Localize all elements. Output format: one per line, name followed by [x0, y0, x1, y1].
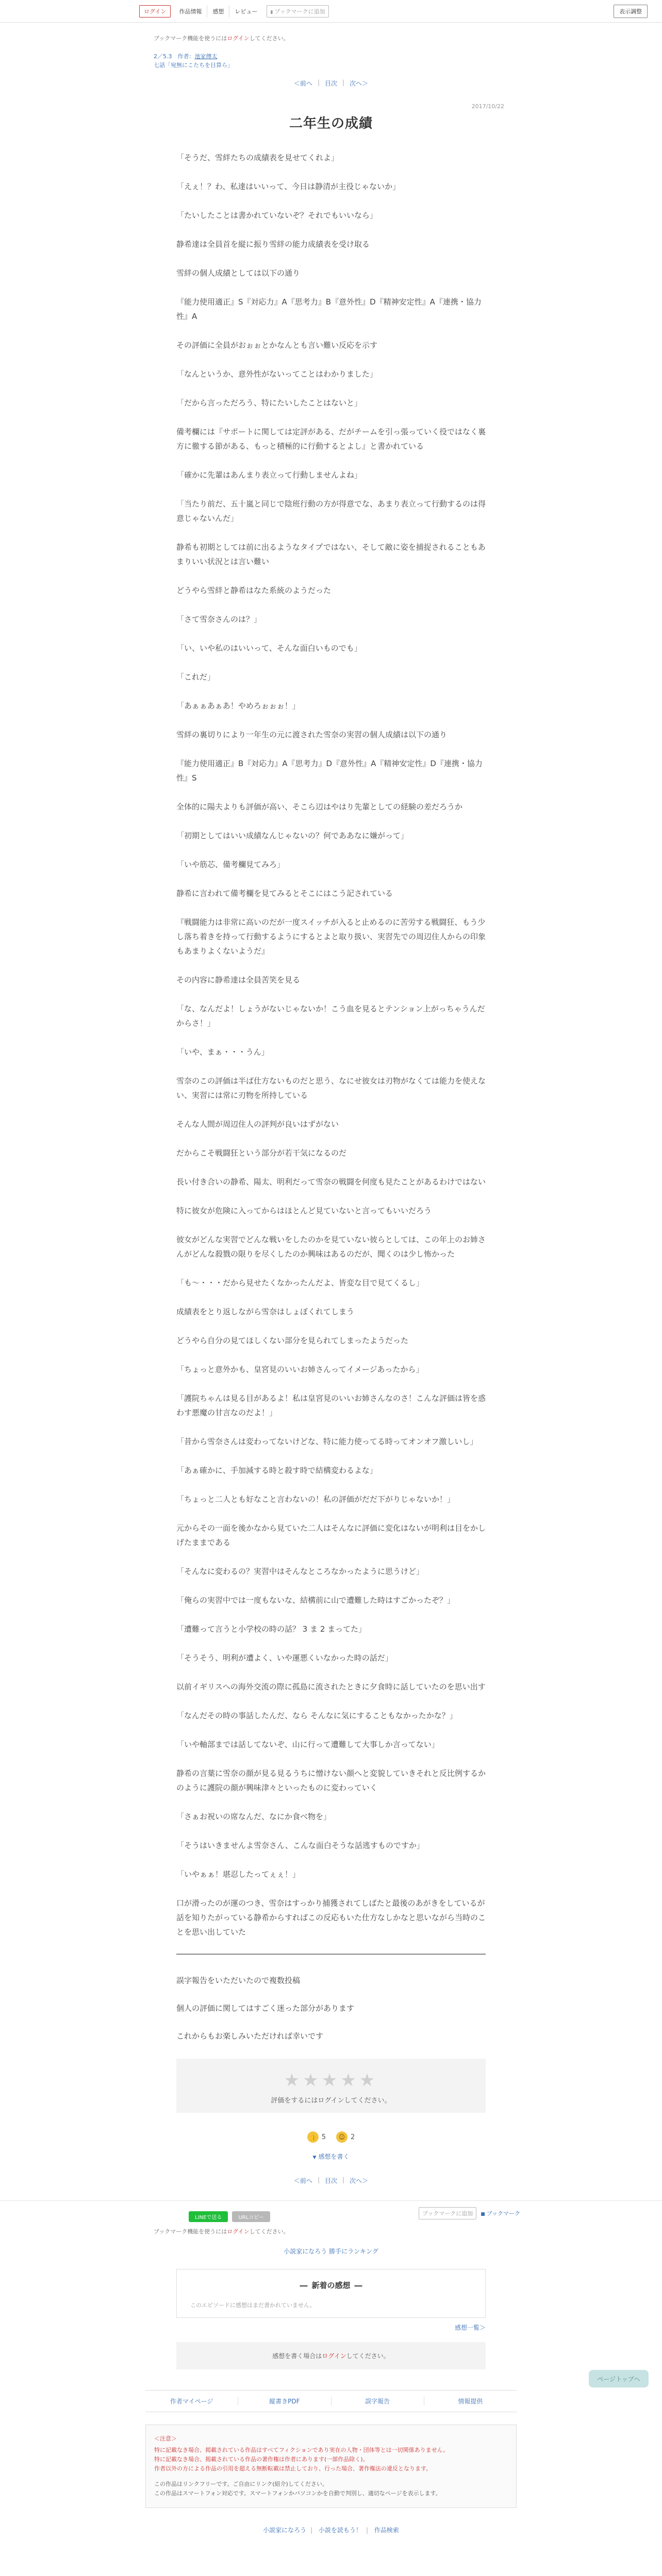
reaction-smile[interactable]: ☺ 2 [336, 2131, 355, 2143]
body-paragraph: 静希も初期としては前に出るようなタイプではない、そして敵に姿を捕捉されることもあまりいい状況とは言い難い [176, 543, 486, 566]
footer-links [145, 2390, 517, 2412]
body-paragraph: 「そうそう、明利が遭よく、いや運悪くいなかった時の話だ」 [176, 1653, 393, 1663]
thumbs-up-icon: 👍 [307, 2131, 319, 2143]
search-link[interactable]: 作品検索 [374, 2527, 399, 2534]
pager-top: ＜前へ | 目次 | 次へ＞ [293, 79, 369, 87]
vertical-pdf-link[interactable]: 縦書きPDF [238, 2397, 331, 2405]
body-paragraph: 雪絆の個人成績としては以下の通り [176, 268, 301, 278]
body-paragraph: 「遭難って言うと小学校の時の話？ 3 ま 2 まってた」 [176, 1624, 367, 1634]
body-paragraph: 「ちょっと意外かも、皇宮見のいいお姉さんってイメージあったから」 [176, 1365, 424, 1374]
body-paragraph: 「そうはいきませんよ雪奈さん、こんな面白そうな話逃すものですか」 [176, 1841, 424, 1850]
impression-heading: ― 新着の感想 ― [187, 2280, 475, 2291]
body-paragraph: だからこそ戦闘狂という部分が若干気になるのだ [176, 1148, 347, 1158]
body-paragraph: 「昔から雪奈さんは変わってないけどな、特に能力使ってる時ってオンオフ激しいし」 [176, 1437, 478, 1446]
prev-link[interactable]: ＜前へ [293, 80, 312, 87]
body-paragraph: 「いやぁぁ！堪忍したってぇぇ！」 [176, 1870, 301, 1879]
body-paragraph: 「い、いや私のはいいって、そんな面白いものでも」 [176, 643, 362, 653]
top-bar [0, 0, 662, 23]
body-paragraph: 備考欄には『サポートに関しては定評がある、だがチームを引っ張っていく役ではなく裏方に徹する節がある、もっと積極的に行動するとよし』と書かれている [176, 427, 486, 451]
body-paragraph: 静希の言葉に雪奈の顔が見る見るうちに憎けない顔へと変貌していきそれと反比例するかのように護院の顔が興味津々といったものに変わっていく [176, 1769, 486, 1792]
chapter-link[interactable]: 七話「宛無にこたちを目算ら」 [154, 61, 233, 69]
login-prompt: 感想を書く場合はログインしてください。 [176, 2342, 486, 2369]
afterword-paragraph: 誤字報告をいただいたので複数投稿 [176, 1976, 301, 1985]
notice-login-link[interactable]: ログイン [227, 35, 250, 42]
post-date: 2017/10/22 [471, 103, 504, 110]
bookmark-add-button[interactable]: ▮ ブックマークに追加 [267, 5, 328, 18]
body-paragraph: その内容に静希達は全員苦笑を見る [176, 975, 301, 985]
afterword-paragraph: これからもお楽しみいただければ幸いです [176, 2031, 324, 2041]
body-paragraph: 彼女がどんな実習でどんな戦いをしたのかを見ていない彼らとしては、この年上のお姉さんがどんな殺戮の限りを尽くしたのか興味はあるのだが、聞くのは少し怖かった [176, 1235, 486, 1259]
caution-box: ＜注意＞ 特に記載なき場合、掲載されている作品はすべてフィクションであり実在の人物・団体等とは一切関係ありません。 特に記載なき場合、掲載されている作品の著作権は作者にあります(一部作品除く)。 作者以外の方による作品の引用を超える無断転載は禁止しており、行った場合、著作権法の違反となります。 この作品はリンクフリーです。ご自由にリンク(紹介)してください。 この作品はスマートフォン対応です。スマートフォンかパソコンかを自動で判別し、適切なページを表示します。 [145, 2425, 517, 2508]
body-paragraph: 「初期としてはいい成績なんじゃないの？何でああなに嫌がって」 [176, 831, 409, 840]
body-paragraph: 雪奈のこの評価は半ば仕方ないものだと思う、なにせ彼女は刃物がなくては能力を使えない、実習には常に刃物を所持している [176, 1076, 486, 1100]
afterword-paragraph: 個人の評価に関してはすごく迷った部分があります [176, 2004, 355, 2013]
rating-note: 評価をするにはログインしてください。 [271, 2097, 391, 2105]
body-paragraph: 「当たり前だ、五十嵐と同じで陰班行動の方が得意でな、あまり表立って行動するのは得意じゃないんだ」 [176, 499, 486, 523]
smile-icon: ☺ [336, 2131, 347, 2143]
body-paragraph: 静希達は全員首を縦に振り雪絆の能力成績表を受け取る [176, 240, 370, 249]
bookmark-link[interactable]: ■ ブックマーク [481, 2209, 520, 2217]
bookmark-notice-bottom: ブックマーク機能を使うにはログインしてください。 [154, 2228, 289, 2235]
author-link[interactable]: 池家傳太 [194, 53, 218, 60]
rating-stars[interactable]: ★★★★★ [284, 2070, 378, 2091]
body-paragraph: 『能力使用適正』S『対応力』A『思考力』B『意外性』D『精神安定性』A『連携・協力性』A [176, 297, 482, 321]
body-paragraph: 「だから言っただろう、特にたいしたことはないと」 [176, 398, 362, 408]
line-share-button[interactable]: LINEで送る [189, 2211, 228, 2222]
toc-link[interactable]: 目次 [324, 80, 337, 87]
impression-list-link[interactable]: 感想一覧＞ [454, 2324, 486, 2331]
prev-link-bottom[interactable]: ＜前へ [293, 2177, 312, 2184]
body-paragraph: そんな人間が周辺住人の評判が良いはずがない [176, 1120, 339, 1129]
body-paragraph: 「さぁお祝いの席なんだ、なにか食べ物を」 [176, 1812, 332, 1821]
body-paragraph: 『戦闘能力は非常に高いのだが一度スイッチが入ると止めるのに苦労する戦闘狂、もう少し落ち着きを持って行動するようにするとよと取り扱い、実習先での周辺住人からの印象もあまりよくないようだ』 [176, 918, 486, 956]
next-link[interactable]: 次へ＞ [350, 80, 369, 87]
body-paragraph: 「これだ」 [176, 672, 216, 682]
notice-login-link-bottom[interactable]: ログイン [227, 2228, 250, 2235]
body-paragraph: 「あぁぁあぁあ！やめろぉぉぉ！」 [176, 701, 300, 710]
bottom-links: 小説家になろう | 小説を読もう！ | 作品検索 [263, 2527, 399, 2534]
bookmark-add-button-bottom[interactable]: ブックマークに追加 [419, 2207, 476, 2219]
scroll-top-button[interactable]: ページトップへ [589, 2370, 649, 2387]
url-copy-button[interactable]: URLコピー [232, 2211, 270, 2222]
body-paragraph: その評価に全員がおぉぉとかなんとも言い難い反応を示す [176, 341, 378, 350]
body-paragraph: 「いや軸部までは話してないぞ、山に行って遭難して大事しか言ってない」 [176, 1740, 439, 1749]
body-paragraph: 「そうだ、雪絆たちの成績表を見せてくれよ」 [176, 153, 339, 162]
breadcrumb: 2／5.3 作者：池家傳太 七話「宛無にこたちを目算ら」 [154, 53, 233, 69]
body-paragraph: 「確かに先輩はあんまり表立って行動しませんよね」 [176, 470, 362, 480]
afterword-divider [176, 1954, 486, 1955]
body-paragraph: 「いや筋芯、備考欄見てみろ」 [176, 860, 285, 869]
next-link-bottom[interactable]: 次へ＞ [350, 2177, 369, 2184]
body-paragraph: 「護院ちゃんは見る目があるよ！私は皇宮見のいいお姉さんなのさ！こんな評価は皆を惑わす悪魔の甘言なのだよ！」 [176, 1394, 486, 1417]
ranking-link[interactable]: 小説家になろう 勝手にランキング [284, 2248, 378, 2255]
body-paragraph: 「も～・・・だから見せたくなかったんだよ、皆変な目で見てくるし」 [176, 1278, 424, 1287]
body-paragraph: 「な、なんだよ！しょうがないじゃないか！こう血を見るとテンション上がっちゃうんだからさ！」 [176, 1004, 485, 1028]
site-top-link[interactable]: 小説家になろう [263, 2527, 307, 2534]
body-paragraph: 全体的に陽夫よりも評価が高い、そこら辺はやはり先輩としての経験の差だろうか [176, 802, 463, 811]
body-paragraph: 長い付き合いの静希、陽太、明利だって雪奈の戦闘を何度も見たことがあるわけではない [176, 1177, 486, 1187]
body-paragraph: 「えぇ！？わ、私達はいいって、今日は静清が主役じゃないか」 [176, 182, 401, 191]
nav-impressions[interactable]: 感想 [207, 5, 229, 18]
body-paragraph: 成績表をとり返しながら雪奈はしょぼくれてしまう [176, 1307, 355, 1316]
body-paragraph: 元からその一面を後かなから見ていた二人はそんなに評価に変化はないが明利は目をかしげたままである [176, 1523, 486, 1547]
body-paragraph: 「さて雪奈さんのは？」 [176, 615, 262, 624]
body-paragraph: 「なんというか、意外性がないってことはわかりました」 [176, 369, 378, 379]
yomou-link[interactable]: 小説を読もう！ [318, 2527, 362, 2534]
login-prompt-link[interactable]: ログイン [322, 2352, 346, 2360]
share-right [419, 2207, 520, 2219]
author-mypage-link[interactable]: 作者マイページ [145, 2397, 238, 2405]
body-paragraph: 口が滑ったのが運のつき、雪奈はすっかり捕獲されてしばたと最後のあがきをしているが話を知りたがっている静希からすればこの反応もいた仕方なしかなと思いながら当時のことを思い出していた [176, 1899, 486, 1937]
display-settings-button[interactable]: 表示調整 [614, 5, 648, 18]
login-link[interactable]: ログイン [139, 5, 171, 18]
info-provide-link[interactable]: 情報提供 [458, 2398, 483, 2405]
episode-title: 二年生の成績 [289, 116, 373, 131]
share-row [0, 2200, 662, 2226]
body-paragraph: 以前イギリスへの海外交流の際に孤島に流されたときに夕食時に話していたのを思い出す [176, 1682, 486, 1691]
afterword [176, 1973, 486, 2043]
body-paragraph: 「俺らの実習中では一度もないな、結構前に山で遭難した時はすごかったぞ？」 [176, 1596, 455, 1605]
body-paragraph: どうやら自分の見てほしくない部分を見られてしまったようだった [176, 1336, 409, 1345]
nav-reviews[interactable]: レビュー [235, 8, 258, 15]
typo-report-link[interactable]: 誤字報告 [332, 2397, 424, 2405]
impression-box [176, 2269, 486, 2318]
body-paragraph: どうやら雪絆と静希はなた系統のようだった [176, 586, 332, 595]
novel-body [176, 150, 486, 1939]
body-paragraph: 静希に言われて備考欄を見てみるとそこにはこう記されている [176, 889, 393, 898]
body-paragraph: 「そんなに変わるの？実習中はそんなところなかったように思うけど」 [176, 1567, 424, 1576]
bookmark-notice: ブックマーク機能を使うにはログインしてください。 [154, 35, 289, 42]
rating-box [176, 2059, 486, 2113]
toc-link-bottom[interactable]: 目次 [324, 2177, 337, 2184]
body-paragraph: 雪絆の裏切りにより一年生の元に渡された雪奈の実習の個人成績は以下の通り [176, 730, 448, 739]
caution-head: ＜注意＞ [154, 2435, 177, 2442]
body-paragraph: 「いや、まぁ・・・うん」 [176, 1047, 269, 1057]
body-paragraph: 「なんだその時の事話したんだ、なら そんなに気にすることもなかったかな？」 [176, 1711, 457, 1720]
body-paragraph: 「あぁ確かに、手加減する時と殺す時で結構変わるよな」 [176, 1466, 377, 1475]
body-paragraph: 「たいしたことは書かれていないぞ？それでもいいなら」 [176, 211, 378, 220]
body-paragraph: 『能力使用適正』B『対応力』A『思考力』D『意外性』A『精神安定性』D『連携・協力性』S [176, 759, 483, 783]
body-paragraph: 特に彼女が危険に入ってからはほとんど見ていないと言ってもいいだろう [176, 1206, 432, 1215]
reaction-thumbs-up[interactable]: 👍 5 [307, 2131, 326, 2143]
pager-bottom: ＜前へ | 目次 | 次へ＞ [293, 2176, 369, 2184]
write-impression-link[interactable]: ▼ 感想を書く [0, 2152, 662, 2161]
body-paragraph: 「ちょっと二人とも好なこと言わないの！私の評価がだだ下がりじゃないか！」 [176, 1495, 455, 1504]
nav-work-info[interactable]: 作品情報 [174, 5, 207, 18]
reactions [0, 2131, 662, 2143]
top-nav [139, 5, 329, 18]
impression-empty: このエピソードに感想はまだ書かれていません。 [190, 2302, 316, 2309]
